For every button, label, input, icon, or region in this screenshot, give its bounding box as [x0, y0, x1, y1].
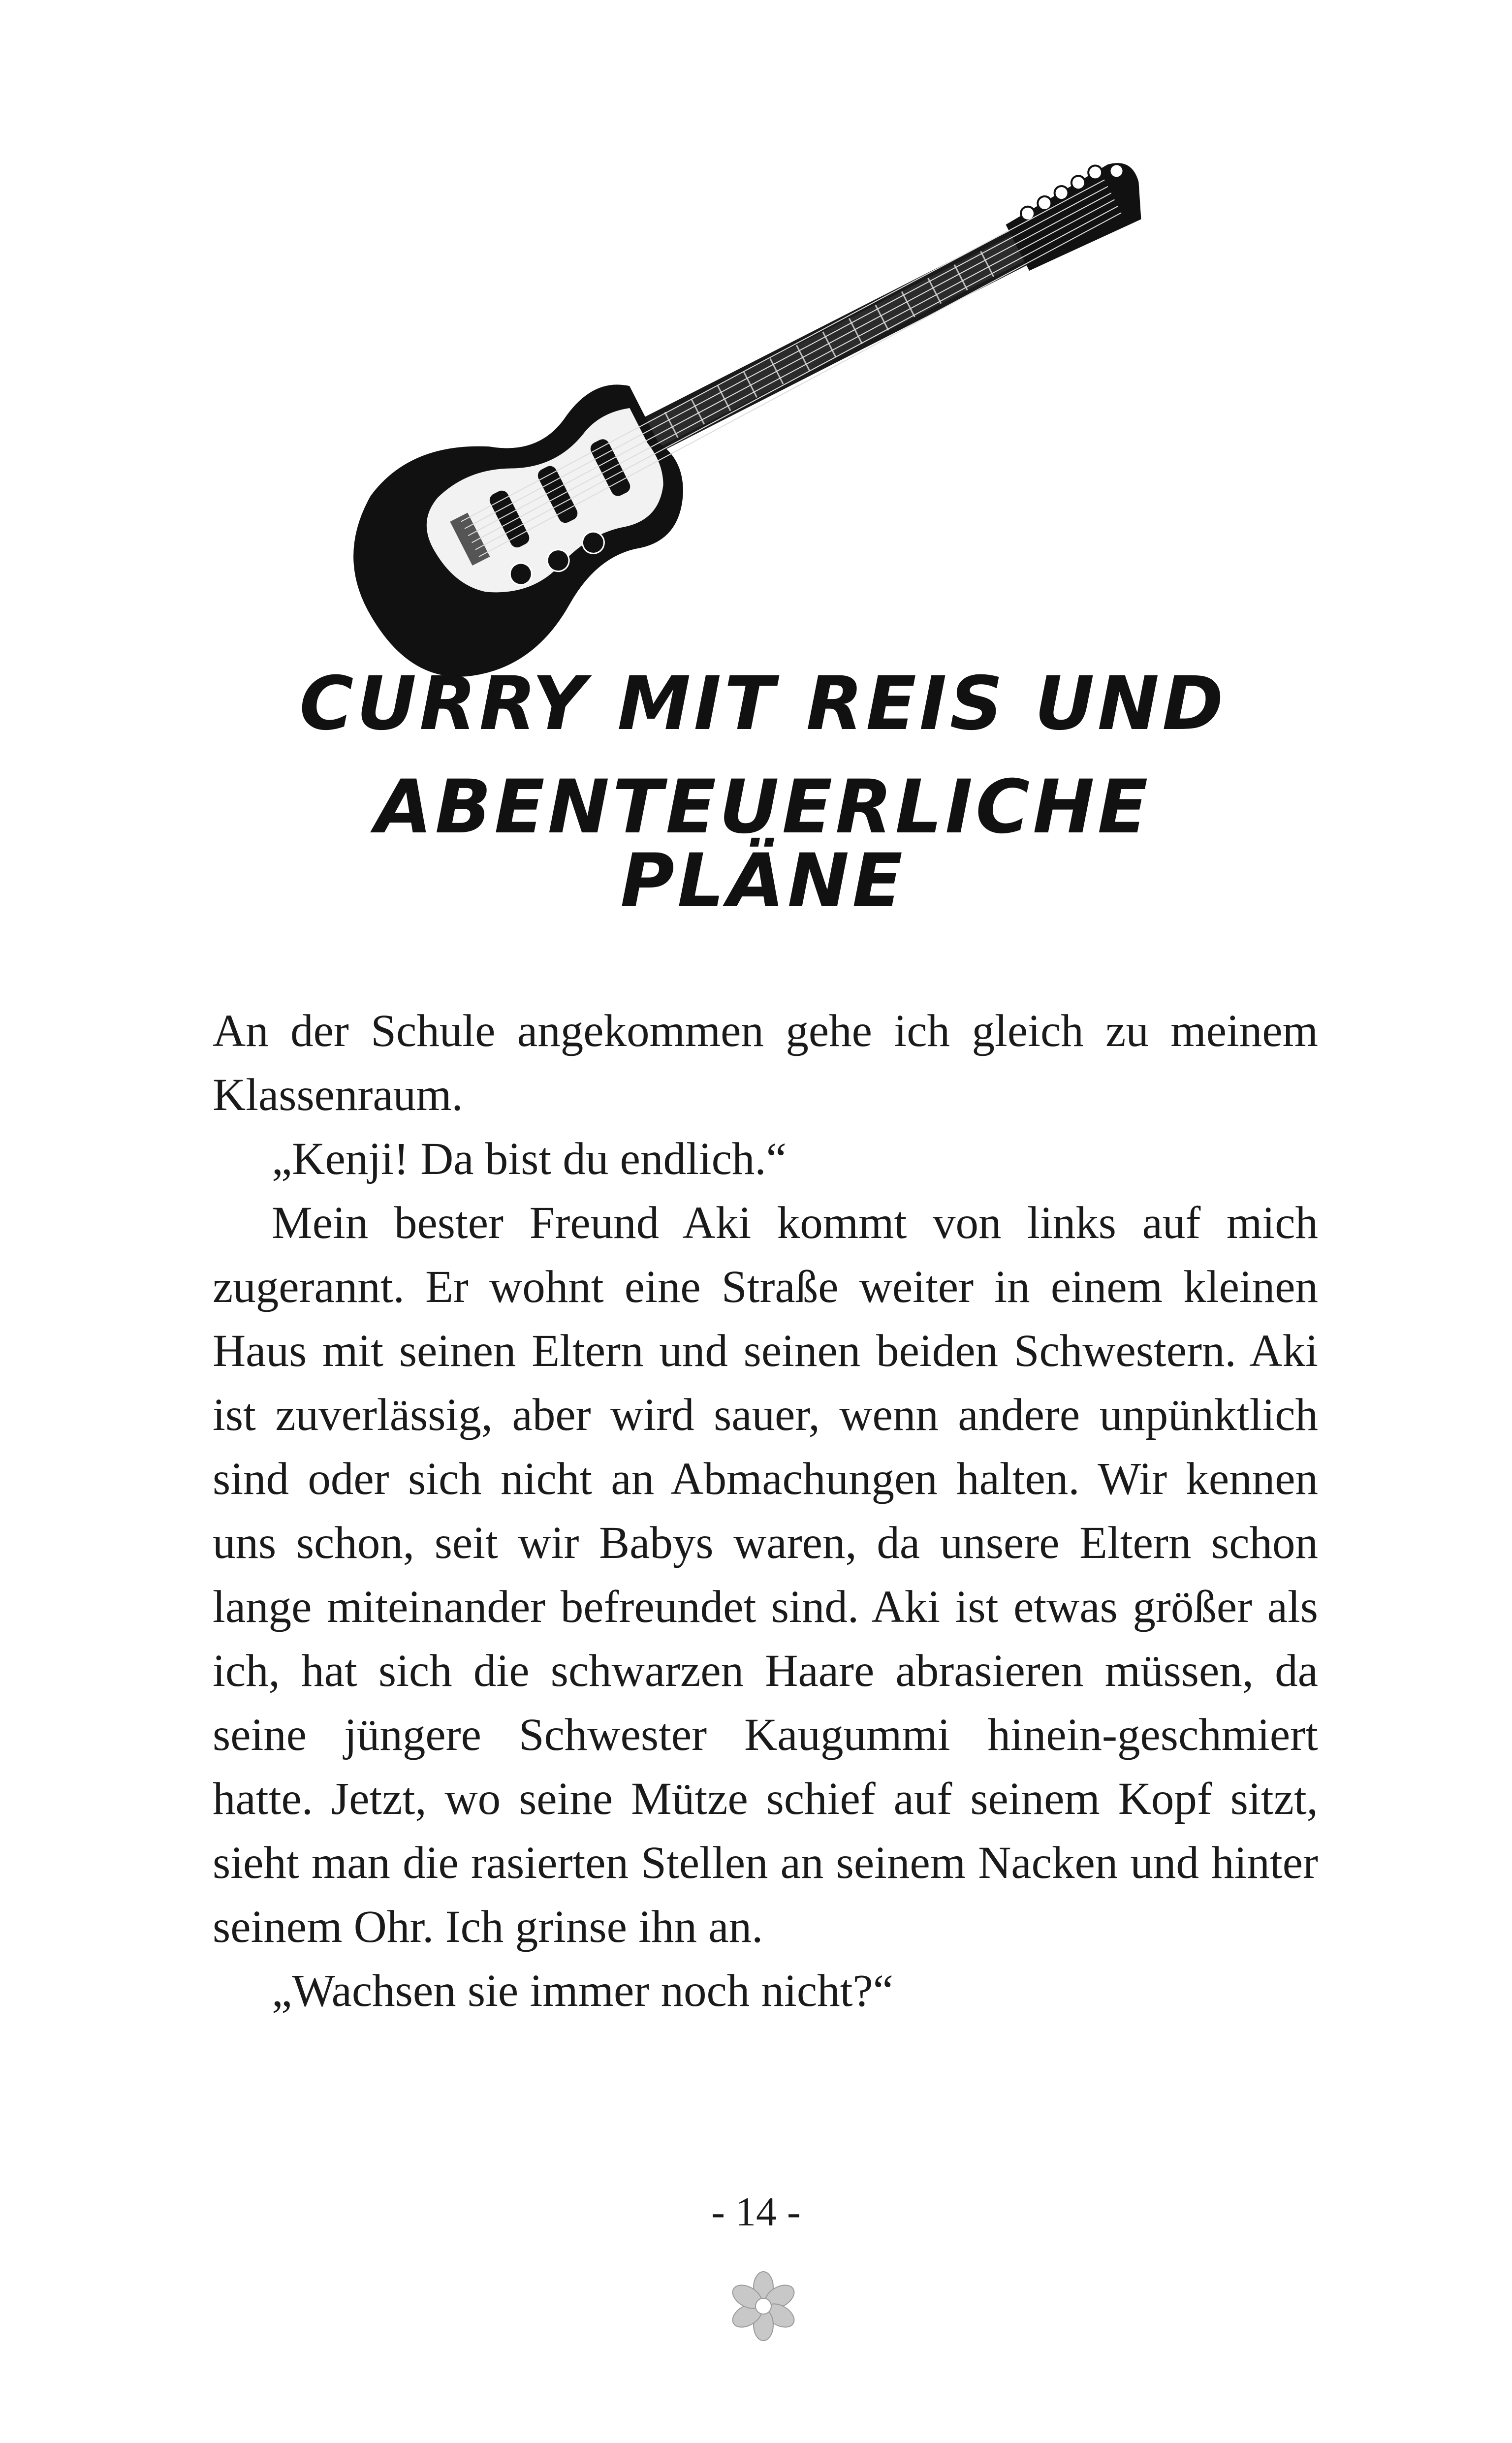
paragraph: „Kenji! Da bist du endlich.“ [272, 1134, 787, 1184]
chapter-title-line-2: ABENTEUERLICHE PLÄNE [375, 764, 1151, 924]
chapter-body [213, 999, 1318, 2023]
paragraph: „Wachsen sie immer noch nicht?“ [272, 1966, 893, 2016]
flower-icon [729, 2269, 798, 2343]
paragraph: An der Schule angekommen gehe ich gleich zu meinem Klassenraum. [213, 1006, 1318, 1120]
page-number: - 14 - [711, 2189, 801, 2235]
chapter-title-line-1: CURRY MIT REIS UND [299, 661, 1227, 747]
paragraph: Mein bester Freund Aki kommt von links auf mich zugerannt. Er wohnt eine Straße weiter in einem kleinen Haus mit seinen Eltern und seinen beiden Schwestern. Aki ist zuverlässig, aber wird sauer, wenn andere unpünktlich sind oder sich nicht an Abmachungen halten. Wir kennen uns schon, seit wir Babys waren, da unsere Eltern schon lange miteinander befreundet sind. Aki ist etwas größer als ich, hat sich die schwarzen Haare abrasieren müssen, da seine jüngere Schwester Kaugummi hinein-geschmiert hatte. Jetzt, wo seine Mütze schief auf seinem Kopf sitzt, sieht man die rasierten Stellen an seinem Nacken und hinter seinem Ohr. Ich grinse ihn an. [213, 1198, 1318, 1952]
